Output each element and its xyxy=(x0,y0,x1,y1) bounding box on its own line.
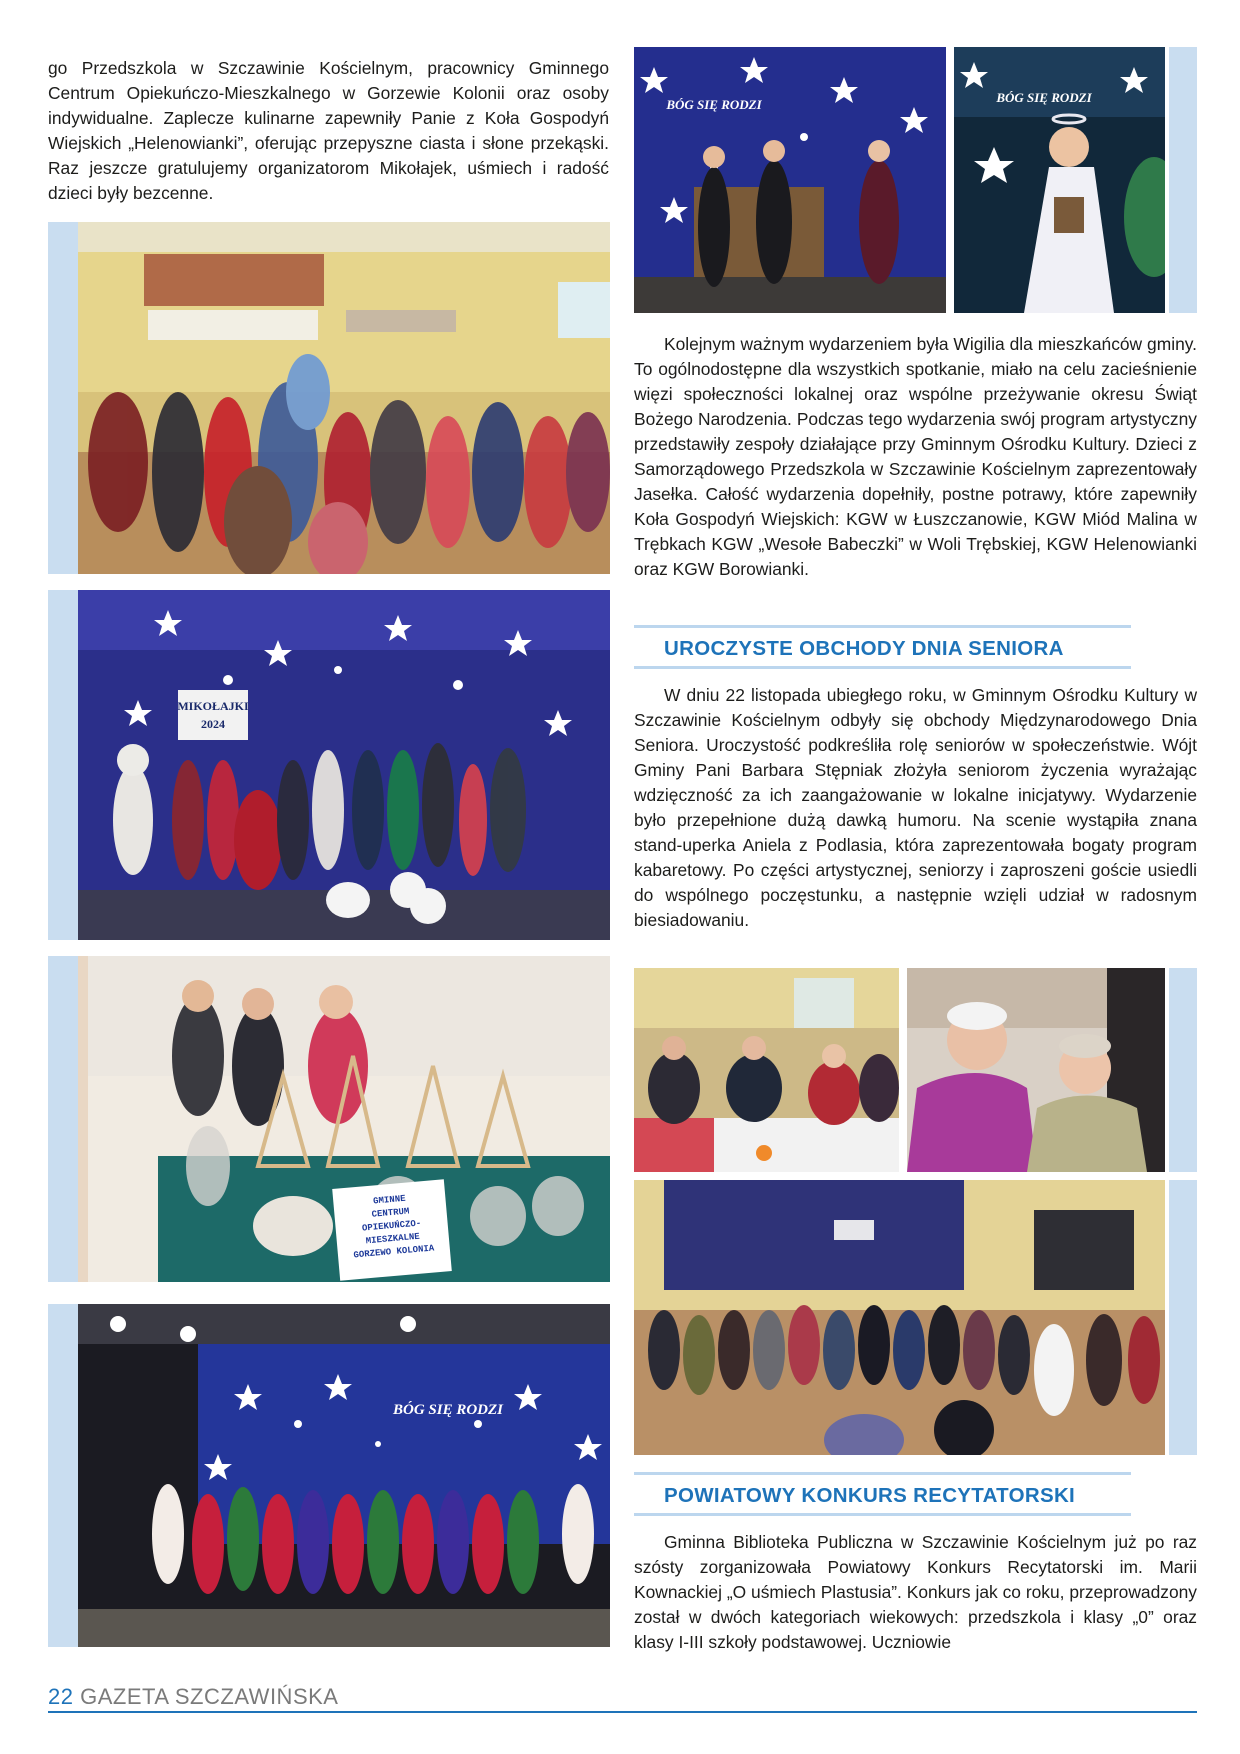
photo-christmas-crafts-table xyxy=(78,956,610,1282)
photo-mikolajki-stage-group xyxy=(78,590,610,940)
intro-text: go Przedszkola w Szczawinie Kościelnym, pracownicy Gminnego Centrum Opiekuńczo-Mieszkalnego w Gorzewie Kolonii oraz osoby indywidualne. Zaplecze kulinarne zapewniły Panie z Koła Gospodyń Wiejskich „Helenowianki”, oferując przepyszne ciasta i słone przekąski. Raz jeszcze gratulujemy organizatorom Mikołajek, uśmiech i radość dzieci były bezcenne. xyxy=(48,58,609,203)
mikolajki-banner-line1: MIKOŁAJKI xyxy=(177,699,249,713)
photo-frame-band xyxy=(48,956,78,1282)
intro-paragraph xyxy=(48,56,609,206)
contest-heading: POWIATOWY KONKURS RECYTATORSKI xyxy=(664,1484,1076,1507)
seniors-paragraph xyxy=(634,683,1197,933)
photo-frame-band xyxy=(1169,47,1197,313)
photo-frame-band xyxy=(48,222,78,574)
contest-text: Gminna Biblioteka Publiczna w Szczawinie Kościelnym już po raz szósty zorganizowała Powiatowy Konkurs Recytatorski im. Marii Kownackiej „O uśmiech Plastusia”. Konkurs jak co roku, przeprowadzony został w dwóch kategoriach wiekowych: przedszkola i klasy „0” oraz klasy I-III szkoły podstawowej. Uczniowie xyxy=(634,1532,1197,1652)
page-number: 22 xyxy=(48,1684,74,1709)
photo-frame-band xyxy=(1169,1180,1197,1455)
wigilia-paragraph xyxy=(634,332,1197,582)
nativity-banner-text: BÓG SIĘ RODZI xyxy=(996,90,1092,105)
photo-seniors-table-guests xyxy=(634,968,899,1172)
photo-mikolajki-dancing-hall xyxy=(78,222,610,574)
seniors-heading: UROCZYSTE OBCHODY DNIA SENIORA xyxy=(664,637,1064,660)
gcom-sign-line2: CENTRUM xyxy=(371,1206,410,1220)
seniors-heading-block xyxy=(634,625,1131,669)
publication-name: GAZETA SZCZAWIŃSKA xyxy=(80,1684,339,1709)
choir-banner-text: BÓG SIĘ RODZI xyxy=(392,1402,504,1418)
photo-frame-band xyxy=(48,1304,78,1647)
gcom-sign-line3: OPIEKUŃCZO- xyxy=(361,1218,422,1234)
footer-divider xyxy=(48,1711,1197,1713)
contest-heading-block xyxy=(634,1472,1131,1516)
photo-folk-choir-stage xyxy=(78,1304,610,1647)
gcom-sign-line1: GMINNE xyxy=(372,1193,406,1207)
heading-rule-bottom xyxy=(634,1513,1131,1516)
wigilia-banner-text: BÓG SIĘ RODZI xyxy=(666,97,762,112)
mikolajki-banner-line2: 2024 xyxy=(201,717,225,731)
page-footer xyxy=(48,1684,338,1710)
seniors-text: W dniu 22 listopada ubiegłego roku, w Gminnym Ośrodku Kultury w Szczawinie Kościelnym odbyły się obchody Międzynarodowego Dnia Seniora. Uroczystość podkreśliła rolę seniorów w społeczeństwie. Wójt Gminy Pani Barbara Stępniak złożyła seniorom życzenia wyrażając wdzięczność za ich zaangażowanie w lokalne inicjatywy. Wydarzenie było przepełnione dużą dawką humoru. Na scenie wystąpiła znana stand-uperka Aniela z Podlasia, która zaprezentowała bogaty program kabaretowy. Po części artystycznej, seniorzy i zaproszeni goście usiedli do wspólnego poczęstunku, a następnie wzięli udział w radosnym biesiadowaniu. xyxy=(634,685,1197,930)
wigilia-text: Kolejnym ważnym wydarzeniem była Wigilia dla mieszkańców gminy. To ogólnodostępne dla wszystkich spotkanie, miało na celu zacieśnienie więzi społeczności lokalnej oraz wspólne przeżywanie okresu Świąt Bożego Narodzenia. Podczas tego wydarzenia swój program artystyczny przedstawiły zespoły działające przy Gminnym Ośrodku Kultury. Dzieci z Samorządowego Przedszkola w Szczawinie Kościelnym zaprezentowały Jasełka. Całość wydarzenia dopełniły, postne potrawy, które zapewniły Koła Gospodyń Wiejskich: KGW w Łuszczanowie, KGW Miód Malina w Trębkach KGW „Wesołe Babeczki” w Woli Trębskiej, KGW Helenowianki oraz KGW Borowianki. xyxy=(634,334,1197,579)
photo-two-senior-women xyxy=(907,968,1165,1172)
gcom-sign-line5: GORZEWO KOLONIA xyxy=(353,1243,435,1261)
photo-nativity-angel-child xyxy=(954,47,1165,313)
photo-wigilia-stage-speakers xyxy=(634,47,946,313)
heading-rule-bottom xyxy=(634,666,1131,669)
photo-seniors-dancing-circle xyxy=(634,1180,1165,1455)
gcom-sign-line4: MIESZKALNE xyxy=(365,1231,421,1247)
contest-paragraph xyxy=(634,1530,1197,1655)
photo-frame-band xyxy=(1169,968,1197,1172)
photo-frame-band xyxy=(48,590,78,940)
